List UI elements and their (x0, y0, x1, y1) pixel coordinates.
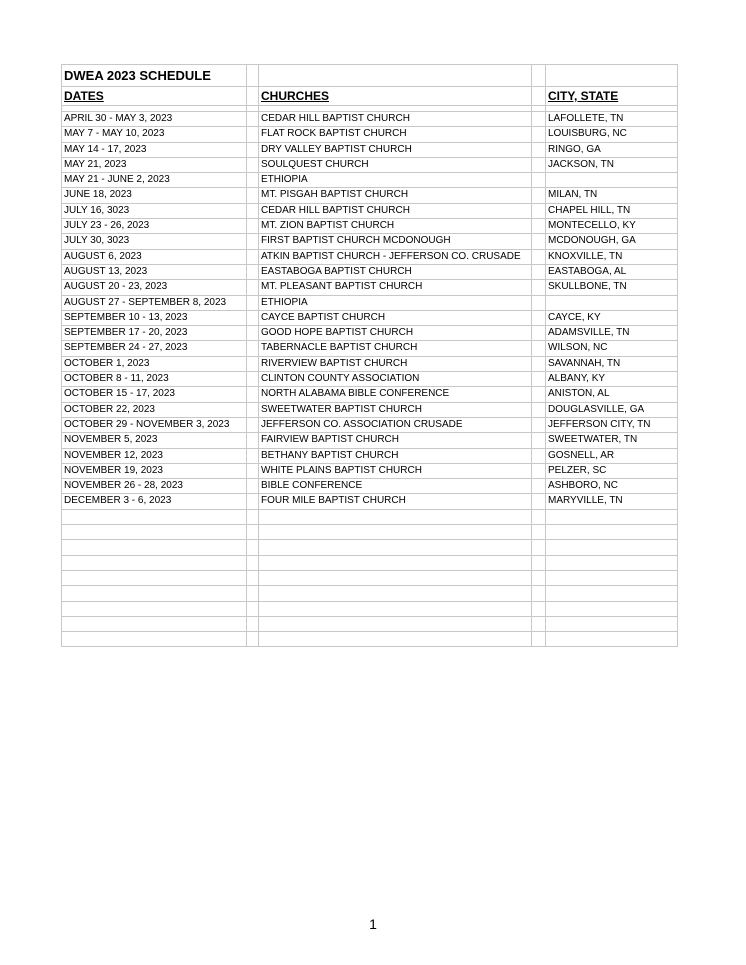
spacer-cell (247, 295, 259, 310)
table-row (62, 280, 678, 295)
empty-cell (62, 525, 247, 540)
date-cell: MAY 21 - JUNE 2, 2023 (62, 173, 247, 188)
city-state-cell: JEFFERSON CITY, TN (546, 417, 678, 432)
spacer-cell (247, 219, 259, 234)
empty-row (62, 570, 678, 585)
spacer-cell (247, 540, 259, 555)
city-state-cell: ASHBORO, NC (546, 479, 678, 494)
church-cell: NORTH ALABAMA BIBLE CONFERENCE (259, 387, 532, 402)
city-state-cell: MCDONOUGH, GA (546, 234, 678, 249)
spacer-cell (532, 616, 546, 631)
schedule-title: DWEA 2023 SCHEDULE (62, 65, 247, 87)
date-cell: OCTOBER 8 - 11, 2023 (62, 372, 247, 387)
table-row (62, 310, 678, 325)
date-cell: APRIL 30 - MAY 3, 2023 (62, 112, 247, 127)
table-row (62, 188, 678, 203)
date-cell: NOVEMBER 5, 2023 (62, 433, 247, 448)
header-row (62, 87, 678, 106)
spacer-cell (532, 372, 546, 387)
empty-cell (546, 570, 678, 585)
date-cell: SEPTEMBER 24 - 27, 2023 (62, 341, 247, 356)
spacer-cell (247, 173, 259, 188)
church-cell: SOULQUEST CHURCH (259, 157, 532, 172)
spacer-cell (532, 433, 546, 448)
date-cell: DECEMBER 3 - 6, 2023 (62, 494, 247, 509)
table-row (62, 173, 678, 188)
church-cell: ETHIOPIA (259, 173, 532, 188)
spacer-cell (247, 448, 259, 463)
date-cell: MAY 21, 2023 (62, 157, 247, 172)
city-state-cell: CAYCE, KY (546, 310, 678, 325)
spacer-cell (247, 234, 259, 249)
empty-cell (259, 509, 532, 524)
table-row (62, 219, 678, 234)
spacer-cell (532, 356, 546, 371)
empty-cell (546, 509, 678, 524)
date-cell: NOVEMBER 19, 2023 (62, 463, 247, 478)
spacer-cell (247, 188, 259, 203)
spacer-cell (532, 203, 546, 218)
table-row (62, 127, 678, 142)
empty-cell (259, 525, 532, 540)
table-row (62, 402, 678, 417)
city-state-cell: CHAPEL HILL, TN (546, 203, 678, 218)
spacer-cell (247, 509, 259, 524)
church-cell: RIVERVIEW BAPTIST CHURCH (259, 356, 532, 371)
spacer-cell (532, 157, 546, 172)
church-cell: FAIRVIEW BAPTIST CHURCH (259, 433, 532, 448)
date-cell: OCTOBER 15 - 17, 2023 (62, 387, 247, 402)
spacer-cell (532, 188, 546, 203)
table-row (62, 463, 678, 478)
spacer-cell (532, 249, 546, 264)
date-cell: OCTOBER 29 - NOVEMBER 3, 2023 (62, 417, 247, 432)
city-state-header: CITY, STATE (546, 87, 678, 106)
church-cell: SWEETWATER BAPTIST CHURCH (259, 402, 532, 417)
empty-cell (259, 601, 532, 616)
city-state-cell: SKULLBONE, TN (546, 280, 678, 295)
empty-cell (546, 601, 678, 616)
empty-cell (546, 525, 678, 540)
city-state-cell: ANISTON, AL (546, 387, 678, 402)
empty-cell (259, 540, 532, 555)
spacer-cell (532, 234, 546, 249)
spacer-cell (532, 326, 546, 341)
spacer-cell (532, 173, 546, 188)
table-row (62, 448, 678, 463)
church-cell: BIBLE CONFERENCE (259, 479, 532, 494)
spacer-cell (247, 157, 259, 172)
church-cell: DRY VALLEY BAPTIST CHURCH (259, 142, 532, 157)
empty-row (62, 509, 678, 524)
empty-cell (259, 632, 532, 647)
date-cell: NOVEMBER 12, 2023 (62, 448, 247, 463)
spacer-cell (247, 310, 259, 325)
table-row (62, 203, 678, 218)
city-state-cell: WILSON, NC (546, 341, 678, 356)
empty-cell (546, 555, 678, 570)
page-number: 1 (369, 916, 377, 932)
spacer-cell (532, 463, 546, 478)
church-cell: ATKIN BAPTIST CHURCH - JEFFERSON CO. CRUSADE (259, 249, 532, 264)
empty-cell (62, 632, 247, 647)
empty-cell (62, 509, 247, 524)
church-cell: MT. ZION BAPTIST CHURCH (259, 219, 532, 234)
spacer-cell (247, 142, 259, 157)
date-cell: JULY 23 - 26, 2023 (62, 219, 247, 234)
spacer-cell (532, 417, 546, 432)
church-cell: CAYCE BAPTIST CHURCH (259, 310, 532, 325)
date-cell: AUGUST 6, 2023 (62, 249, 247, 264)
city-state-cell: LOUISBURG, NC (546, 127, 678, 142)
city-state-cell: GOSNELL, AR (546, 448, 678, 463)
church-cell: FOUR MILE BAPTIST CHURCH (259, 494, 532, 509)
table-row (62, 494, 678, 509)
spacer-cell (247, 494, 259, 509)
spacer-cell (247, 402, 259, 417)
table-row (62, 112, 678, 127)
empty-row (62, 586, 678, 601)
spacer-cell (247, 264, 259, 279)
spacer-cell (247, 326, 259, 341)
empty-cell (259, 616, 532, 631)
empty-cell (62, 555, 247, 570)
empty-row (62, 525, 678, 540)
spacer-cell (532, 219, 546, 234)
city-state-cell: KNOXVILLE, TN (546, 249, 678, 264)
spacer-cell (532, 601, 546, 616)
empty-cell (62, 616, 247, 631)
city-state-cell: ALBANY, KY (546, 372, 678, 387)
spacer-cell (532, 632, 546, 647)
table-row (62, 356, 678, 371)
spacer-cell (532, 448, 546, 463)
spacer-cell (247, 356, 259, 371)
city-state-cell: EASTABOGA, AL (546, 264, 678, 279)
spacer-cell (247, 417, 259, 432)
spacer-cell (247, 479, 259, 494)
table-row (62, 433, 678, 448)
spacer-cell (532, 310, 546, 325)
spacer-cell (247, 601, 259, 616)
date-cell: AUGUST 20 - 23, 2023 (62, 280, 247, 295)
table-row (62, 295, 678, 310)
dates-header: DATES (62, 87, 247, 106)
empty-cell (62, 586, 247, 601)
date-cell: MAY 14 - 17, 2023 (62, 142, 247, 157)
spacer-cell (532, 525, 546, 540)
city-state-cell: ADAMSVILLE, TN (546, 326, 678, 341)
city-state-cell: PELZER, SC (546, 463, 678, 478)
spacer-cell (247, 387, 259, 402)
city-state-cell: MONTECELLO, KY (546, 219, 678, 234)
table-row (62, 479, 678, 494)
church-cell: EASTABOGA BAPTIST CHURCH (259, 264, 532, 279)
date-cell: MAY 7 - MAY 10, 2023 (62, 127, 247, 142)
spacer-cell (532, 264, 546, 279)
city-state-cell (546, 173, 678, 188)
schedule-table (61, 64, 678, 647)
spacer-cell (532, 127, 546, 142)
church-cell: MT. PLEASANT BAPTIST CHURCH (259, 280, 532, 295)
spacer-cell (247, 112, 259, 127)
table-row (62, 157, 678, 172)
spacer-cell (247, 203, 259, 218)
empty-cell (62, 601, 247, 616)
spacer-cell (247, 570, 259, 585)
date-cell: JULY 30, 3023 (62, 234, 247, 249)
spacer-cell (532, 479, 546, 494)
table-row (62, 142, 678, 157)
empty-cell (546, 540, 678, 555)
date-cell: AUGUST 13, 2023 (62, 264, 247, 279)
spacer-cell (532, 586, 546, 601)
table-row (62, 326, 678, 341)
church-cell: CEDAR HILL BAPTIST CHURCH (259, 203, 532, 218)
date-cell: SEPTEMBER 10 - 13, 2023 (62, 310, 247, 325)
empty-row (62, 616, 678, 631)
spacer-cell (532, 402, 546, 417)
spacer-cell (247, 433, 259, 448)
spacer-cell (532, 295, 546, 310)
city-state-cell: SAVANNAH, TN (546, 356, 678, 371)
spacer-cell (247, 280, 259, 295)
spacer-cell (247, 372, 259, 387)
spacer-cell (247, 616, 259, 631)
church-cell: CEDAR HILL BAPTIST CHURCH (259, 112, 532, 127)
empty-cell (259, 586, 532, 601)
date-cell: OCTOBER 1, 2023 (62, 356, 247, 371)
spacer-cell (247, 127, 259, 142)
spacer-cell (532, 142, 546, 157)
date-cell: OCTOBER 22, 2023 (62, 402, 247, 417)
table-row (62, 387, 678, 402)
city-state-cell: MARYVILLE, TN (546, 494, 678, 509)
churches-header: CHURCHES (259, 87, 532, 106)
city-state-cell: DOUGLASVILLE, GA (546, 402, 678, 417)
date-cell: JUNE 18, 2023 (62, 188, 247, 203)
empty-cell (259, 555, 532, 570)
church-cell: FLAT ROCK BAPTIST CHURCH (259, 127, 532, 142)
table-row (62, 372, 678, 387)
spacer-cell (532, 509, 546, 524)
table-row (62, 234, 678, 249)
empty-cell (546, 586, 678, 601)
date-cell: AUGUST 27 - SEPTEMBER 8, 2023 (62, 295, 247, 310)
city-state-cell: SWEETWATER, TN (546, 433, 678, 448)
title-row (62, 65, 678, 87)
table-row (62, 264, 678, 279)
church-cell: TABERNACLE BAPTIST CHURCH (259, 341, 532, 356)
empty-cell (546, 616, 678, 631)
city-state-cell: LAFOLLETE, TN (546, 112, 678, 127)
spacer-cell (532, 280, 546, 295)
spacer-cell (247, 632, 259, 647)
spacer-cell (247, 463, 259, 478)
church-cell: GOOD HOPE BAPTIST CHURCH (259, 326, 532, 341)
empty-row (62, 632, 678, 647)
church-cell: ETHIOPIA (259, 295, 532, 310)
spacer-cell (532, 570, 546, 585)
table-row (62, 341, 678, 356)
city-state-cell: MILAN, TN (546, 188, 678, 203)
empty-cell (259, 570, 532, 585)
date-cell: SEPTEMBER 17 - 20, 2023 (62, 326, 247, 341)
city-state-cell: JACKSON, TN (546, 157, 678, 172)
empty-cell (546, 632, 678, 647)
spacer-cell (532, 341, 546, 356)
church-cell: BETHANY BAPTIST CHURCH (259, 448, 532, 463)
empty-row (62, 555, 678, 570)
city-state-cell: RINGO, GA (546, 142, 678, 157)
spacer-cell (247, 249, 259, 264)
date-cell: JULY 16, 3023 (62, 203, 247, 218)
empty-cell (62, 570, 247, 585)
church-cell: JEFFERSON CO. ASSOCIATION CRUSADE (259, 417, 532, 432)
spacer-cell (247, 555, 259, 570)
spacer-cell (532, 555, 546, 570)
spacer-cell (247, 525, 259, 540)
spacer-cell (532, 112, 546, 127)
church-cell: CLINTON COUNTY ASSOCIATION (259, 372, 532, 387)
spacer-cell (247, 341, 259, 356)
spacer-cell (532, 494, 546, 509)
table-row (62, 417, 678, 432)
city-state-cell (546, 295, 678, 310)
church-cell: WHITE PLAINS BAPTIST CHURCH (259, 463, 532, 478)
empty-cell (62, 540, 247, 555)
empty-row (62, 540, 678, 555)
spacer-cell (532, 540, 546, 555)
spacer-cell (532, 387, 546, 402)
church-cell: MT. PISGAH BAPTIST CHURCH (259, 188, 532, 203)
date-cell: NOVEMBER 26 - 28, 2023 (62, 479, 247, 494)
spacer-cell (247, 586, 259, 601)
empty-row (62, 601, 678, 616)
church-cell: FIRST BAPTIST CHURCH MCDONOUGH (259, 234, 532, 249)
table-row (62, 249, 678, 264)
